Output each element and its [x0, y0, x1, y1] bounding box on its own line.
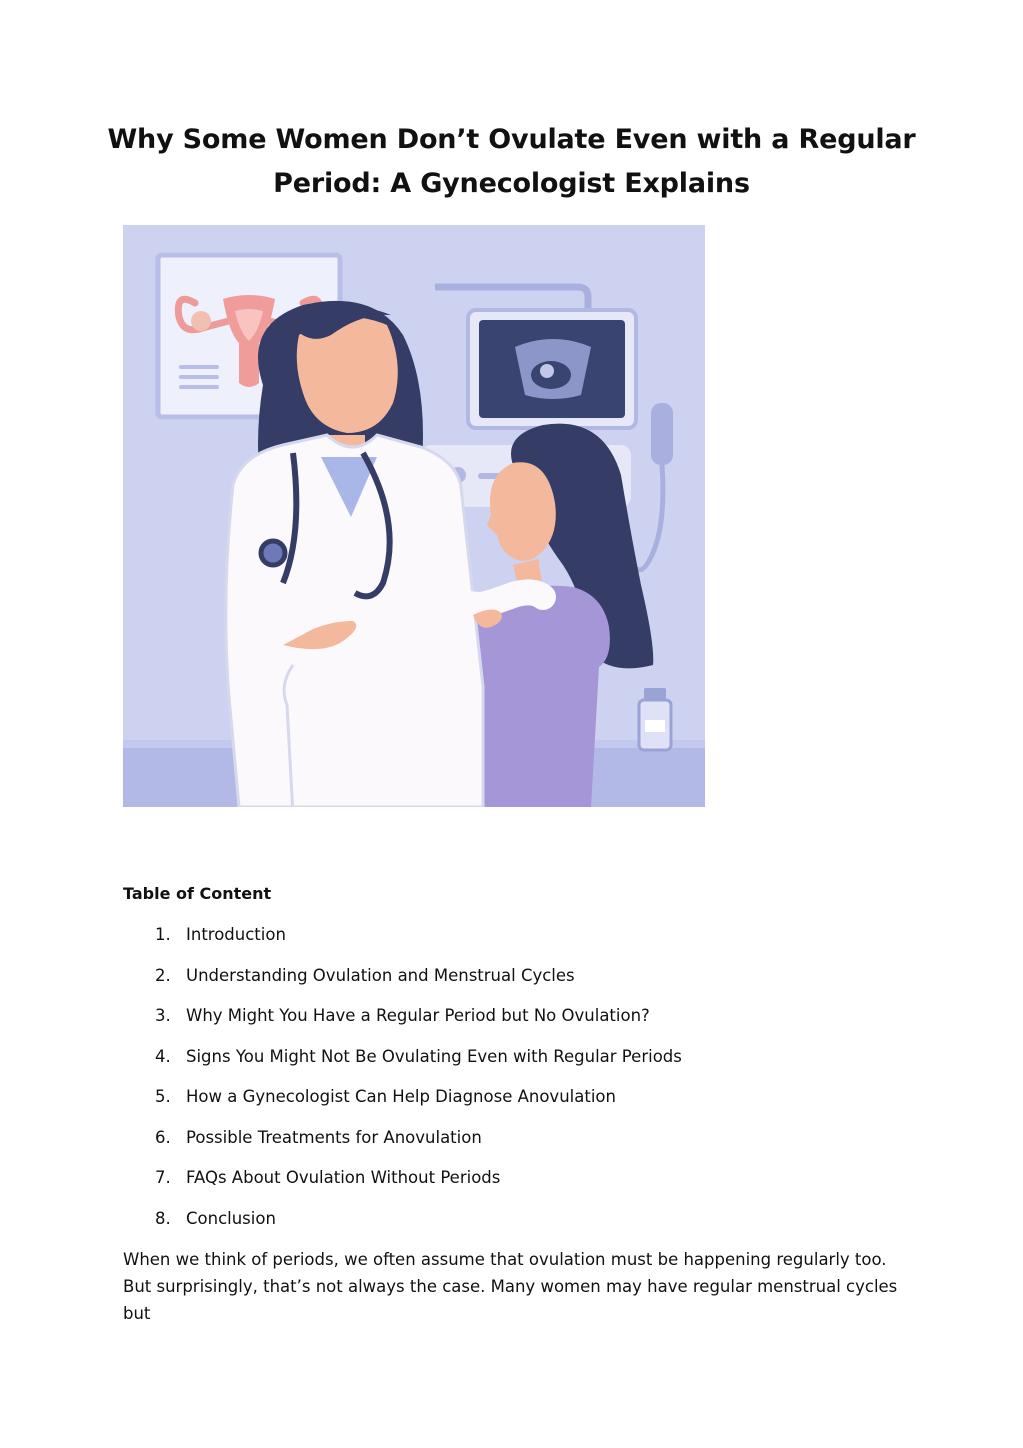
toc-item-number: 2. [155, 965, 171, 985]
toc-heading: Table of Content [123, 884, 272, 903]
intro-paragraph: When we think of periods, we often assume that ovulation must be happening regularly too. But surprisingly, that’s not always the case. Many women may have regular menstrual cycles but [123, 1250, 898, 1323]
toc-item-label: Understanding Ovulation and Menstrual Cycles [186, 965, 575, 985]
toc-item-number: 4. [155, 1046, 171, 1066]
toc-item-number: 5. [155, 1087, 171, 1106]
toc-item-label: Introduction [186, 925, 286, 944]
toc-item-label: Possible Treatments for Anovulation [186, 1127, 482, 1147]
toc-item-number: 6. [155, 1127, 171, 1147]
toc-item-number: 8. [155, 1208, 171, 1228]
toc-item-number: 1. [155, 925, 171, 944]
hero-illustration [123, 225, 705, 807]
toc-item-number: 3. [155, 1006, 171, 1025]
toc-item-number: 7. [155, 1168, 171, 1187]
toc-item-label: How a Gynecologist Can Help Diagnose Anovulation [186, 1087, 616, 1106]
toc-item-label: Why Might You Have a Regular Period but No Ovulation? [186, 1006, 650, 1025]
page-title: Why Some Women Don’t Ovulate Even with a Regular Period: A Gynecologist Explains [107, 124, 916, 199]
toc-item-label: Signs You Might Not Be Ovulating Even with Regular Periods [186, 1046, 682, 1066]
toc-item-label: FAQs About Ovulation Without Periods [186, 1168, 501, 1187]
toc-item-label: Conclusion [186, 1208, 276, 1228]
